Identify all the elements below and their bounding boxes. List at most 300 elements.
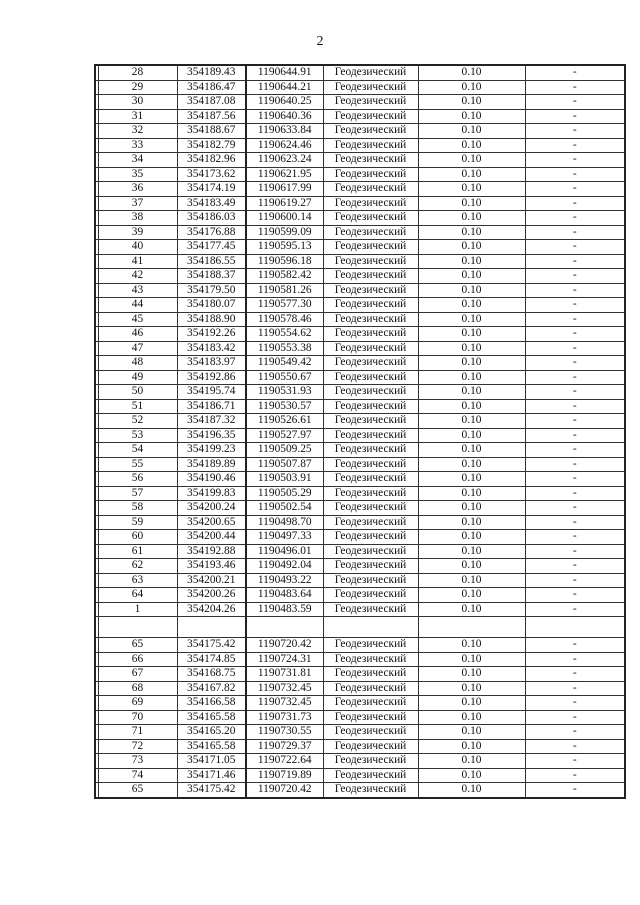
- y-coordinate-cell: 1190633.84: [246, 124, 323, 139]
- point-number-cell: 49: [98, 370, 177, 385]
- accuracy-cell: 0.10: [418, 783, 525, 798]
- method-cell: Геодезический: [323, 95, 418, 110]
- x-coordinate-cell: 354196.35: [177, 428, 246, 443]
- y-coordinate-cell: 1190599.09: [246, 225, 323, 240]
- point-number-cell: 37: [98, 196, 177, 211]
- note-cell: -: [525, 124, 625, 139]
- point-number-cell: 28: [98, 65, 177, 80]
- table-row: [95, 153, 625, 168]
- y-coordinate-cell: 1190724.31: [246, 652, 323, 667]
- method-cell: Геодезический: [323, 370, 418, 385]
- note-cell: -: [525, 211, 625, 226]
- method-cell: Геодезический: [323, 269, 418, 284]
- x-coordinate-cell: 354200.44: [177, 530, 246, 545]
- note-cell: -: [525, 167, 625, 182]
- x-coordinate-cell: 354183.49: [177, 196, 246, 211]
- table-row: [95, 638, 625, 653]
- y-coordinate-cell: 1190498.70: [246, 515, 323, 530]
- point-number-cell: 29: [98, 80, 177, 95]
- method-cell: [323, 617, 418, 638]
- note-cell: -: [525, 739, 625, 754]
- note-cell: -: [525, 696, 625, 711]
- table-row: [95, 783, 625, 798]
- point-number-cell: 41: [98, 254, 177, 269]
- point-number-cell: 65: [98, 783, 177, 798]
- x-coordinate-cell: 354200.21: [177, 573, 246, 588]
- accuracy-cell: 0.10: [418, 138, 525, 153]
- note-cell: -: [525, 65, 625, 80]
- accuracy-cell: 0.10: [418, 240, 525, 255]
- table-row: [95, 515, 625, 530]
- table-row: [95, 768, 625, 783]
- method-cell: Геодезический: [323, 298, 418, 313]
- table-row: [95, 80, 625, 95]
- note-cell: -: [525, 544, 625, 559]
- accuracy-cell: 0.10: [418, 530, 525, 545]
- point-number-cell: 39: [98, 225, 177, 240]
- point-number-cell: 64: [98, 588, 177, 603]
- point-number-cell: 59: [98, 515, 177, 530]
- accuracy-cell: 0.10: [418, 725, 525, 740]
- table-row: [95, 167, 625, 182]
- table-row: [95, 602, 625, 617]
- accuracy-cell: 0.10: [418, 211, 525, 226]
- x-coordinate-cell: 354189.43: [177, 65, 246, 80]
- table-row: [95, 356, 625, 371]
- note-cell: -: [525, 443, 625, 458]
- y-coordinate-cell: 1190577.30: [246, 298, 323, 313]
- x-coordinate-cell: 354190.46: [177, 472, 246, 487]
- note-cell: -: [525, 196, 625, 211]
- y-coordinate-cell: [246, 617, 323, 638]
- x-coordinate-cell: 354188.37: [177, 269, 246, 284]
- note-cell: -: [525, 182, 625, 197]
- x-coordinate-cell: 354179.50: [177, 283, 246, 298]
- point-number-cell: 62: [98, 559, 177, 574]
- y-coordinate-cell: 1190554.62: [246, 327, 323, 342]
- x-coordinate-cell: 354183.97: [177, 356, 246, 371]
- y-coordinate-cell: 1190619.27: [246, 196, 323, 211]
- note-cell: -: [525, 638, 625, 653]
- accuracy-cell: 0.10: [418, 739, 525, 754]
- method-cell: Геодезический: [323, 211, 418, 226]
- note-cell: -: [525, 559, 625, 574]
- y-coordinate-cell: 1190553.38: [246, 341, 323, 356]
- table-row: [95, 725, 625, 740]
- accuracy-cell: 0.10: [418, 681, 525, 696]
- table-row: [95, 559, 625, 574]
- point-number-cell: 57: [98, 486, 177, 501]
- note-cell: -: [525, 312, 625, 327]
- y-coordinate-cell: 1190492.04: [246, 559, 323, 574]
- x-coordinate-cell: 354187.08: [177, 95, 246, 110]
- accuracy-cell: 0.10: [418, 95, 525, 110]
- method-cell: Геодезический: [323, 109, 418, 124]
- point-number-cell: 55: [98, 457, 177, 472]
- table-row: [95, 385, 625, 400]
- method-cell: Геодезический: [323, 472, 418, 487]
- table-row: [95, 486, 625, 501]
- table-spacer-row: [95, 617, 625, 638]
- point-number-cell: 56: [98, 472, 177, 487]
- point-number-cell: 69: [98, 696, 177, 711]
- point-number-cell: 33: [98, 138, 177, 153]
- x-coordinate-cell: 354186.55: [177, 254, 246, 269]
- note-cell: -: [525, 667, 625, 682]
- note-cell: -: [525, 428, 625, 443]
- method-cell: Геодезический: [323, 356, 418, 371]
- note-cell: -: [525, 109, 625, 124]
- table-row: [95, 530, 625, 545]
- method-cell: Геодезический: [323, 652, 418, 667]
- note-cell: -: [525, 370, 625, 385]
- y-coordinate-cell: 1190722.64: [246, 754, 323, 769]
- x-coordinate-cell: 354200.26: [177, 588, 246, 603]
- table-row: [95, 414, 625, 429]
- note-cell: -: [525, 472, 625, 487]
- x-coordinate-cell: 354195.74: [177, 385, 246, 400]
- x-coordinate-cell: 354204.26: [177, 602, 246, 617]
- note-cell: -: [525, 356, 625, 371]
- note-cell: -: [525, 327, 625, 342]
- accuracy-cell: 0.10: [418, 457, 525, 472]
- accuracy-cell: 0.10: [418, 109, 525, 124]
- note-cell: [525, 617, 625, 638]
- note-cell: -: [525, 399, 625, 414]
- accuracy-cell: 0.10: [418, 254, 525, 269]
- y-coordinate-cell: 1190719.89: [246, 768, 323, 783]
- accuracy-cell: 0.10: [418, 652, 525, 667]
- method-cell: Геодезический: [323, 385, 418, 400]
- x-coordinate-cell: 354182.79: [177, 138, 246, 153]
- note-cell: -: [525, 725, 625, 740]
- y-coordinate-cell: 1190550.67: [246, 370, 323, 385]
- accuracy-cell: 0.10: [418, 696, 525, 711]
- y-coordinate-cell: 1190730.55: [246, 725, 323, 740]
- y-coordinate-cell: 1190621.95: [246, 167, 323, 182]
- note-cell: -: [525, 602, 625, 617]
- x-coordinate-cell: 354188.90: [177, 312, 246, 327]
- table-row: [95, 211, 625, 226]
- table-row: [95, 298, 625, 313]
- accuracy-cell: 0.10: [418, 559, 525, 574]
- accuracy-cell: 0.10: [418, 501, 525, 516]
- table-row: [95, 327, 625, 342]
- accuracy-cell: 0.10: [418, 667, 525, 682]
- point-number-cell: [98, 617, 177, 638]
- x-coordinate-cell: 354180.07: [177, 298, 246, 313]
- accuracy-cell: 0.10: [418, 225, 525, 240]
- point-number-cell: 44: [98, 298, 177, 313]
- note-cell: -: [525, 153, 625, 168]
- note-cell: -: [525, 225, 625, 240]
- method-cell: Геодезический: [323, 602, 418, 617]
- point-number-cell: 61: [98, 544, 177, 559]
- y-coordinate-cell: 1190600.14: [246, 211, 323, 226]
- y-coordinate-cell: 1190644.21: [246, 80, 323, 95]
- y-coordinate-cell: 1190732.45: [246, 681, 323, 696]
- point-number-cell: 63: [98, 573, 177, 588]
- note-cell: -: [525, 95, 625, 110]
- x-coordinate-cell: 354183.42: [177, 341, 246, 356]
- y-coordinate-cell: 1190640.36: [246, 109, 323, 124]
- y-coordinate-cell: 1190582.42: [246, 269, 323, 284]
- method-cell: Геодезический: [323, 457, 418, 472]
- method-cell: Геодезический: [323, 486, 418, 501]
- accuracy-cell: 0.10: [418, 283, 525, 298]
- table-row: [95, 341, 625, 356]
- y-coordinate-cell: 1190496.01: [246, 544, 323, 559]
- method-cell: Геодезический: [323, 254, 418, 269]
- accuracy-cell: 0.10: [418, 65, 525, 80]
- accuracy-cell: 0.10: [418, 486, 525, 501]
- accuracy-cell: 0.10: [418, 370, 525, 385]
- table-row: [95, 95, 625, 110]
- y-coordinate-cell: 1190502.54: [246, 501, 323, 516]
- method-cell: Геодезический: [323, 739, 418, 754]
- accuracy-cell: 0.10: [418, 298, 525, 313]
- table-row: [95, 428, 625, 443]
- y-coordinate-cell: 1190483.64: [246, 588, 323, 603]
- y-coordinate-cell: 1190731.73: [246, 710, 323, 725]
- x-coordinate-cell: 354165.20: [177, 725, 246, 740]
- x-coordinate-cell: 354168.75: [177, 667, 246, 682]
- x-coordinate-cell: 354199.23: [177, 443, 246, 458]
- x-coordinate-cell: 354187.56: [177, 109, 246, 124]
- x-coordinate-cell: 354176.88: [177, 225, 246, 240]
- accuracy-cell: 0.10: [418, 472, 525, 487]
- point-number-cell: 32: [98, 124, 177, 139]
- accuracy-cell: 0.10: [418, 638, 525, 653]
- table-row: [95, 588, 625, 603]
- table-row: [95, 667, 625, 682]
- y-coordinate-cell: 1190578.46: [246, 312, 323, 327]
- method-cell: Геодезический: [323, 667, 418, 682]
- y-coordinate-cell: 1190640.25: [246, 95, 323, 110]
- note-cell: -: [525, 457, 625, 472]
- point-number-cell: 30: [98, 95, 177, 110]
- x-coordinate-cell: 354173.62: [177, 167, 246, 182]
- accuracy-cell: 0.10: [418, 544, 525, 559]
- x-coordinate-cell: 354192.26: [177, 327, 246, 342]
- note-cell: -: [525, 486, 625, 501]
- table-row: [95, 196, 625, 211]
- table-row: [95, 652, 625, 667]
- y-coordinate-cell: 1190507.87: [246, 457, 323, 472]
- table-row: [95, 710, 625, 725]
- accuracy-cell: 0.10: [418, 356, 525, 371]
- point-number-cell: 53: [98, 428, 177, 443]
- accuracy-cell: 0.10: [418, 768, 525, 783]
- method-cell: Геодезический: [323, 428, 418, 443]
- point-number-cell: 48: [98, 356, 177, 371]
- point-number-cell: 45: [98, 312, 177, 327]
- point-number-cell: 35: [98, 167, 177, 182]
- method-cell: Геодезический: [323, 138, 418, 153]
- x-coordinate-cell: 354192.86: [177, 370, 246, 385]
- accuracy-cell: 0.10: [418, 710, 525, 725]
- y-coordinate-cell: 1190731.81: [246, 667, 323, 682]
- table-row: [95, 312, 625, 327]
- y-coordinate-cell: 1190509.25: [246, 443, 323, 458]
- table-row: [95, 472, 625, 487]
- note-cell: -: [525, 414, 625, 429]
- point-number-cell: 1: [98, 602, 177, 617]
- method-cell: Геодезический: [323, 124, 418, 139]
- x-coordinate-cell: 354165.58: [177, 710, 246, 725]
- accuracy-cell: 0.10: [418, 754, 525, 769]
- x-coordinate-cell: 354166.58: [177, 696, 246, 711]
- y-coordinate-cell: 1190623.24: [246, 153, 323, 168]
- note-cell: -: [525, 530, 625, 545]
- x-coordinate-cell: 354165.58: [177, 739, 246, 754]
- point-number-cell: 46: [98, 327, 177, 342]
- point-number-cell: 50: [98, 385, 177, 400]
- accuracy-cell: [418, 617, 525, 638]
- y-coordinate-cell: 1190497.33: [246, 530, 323, 545]
- table-row: [95, 544, 625, 559]
- accuracy-cell: 0.10: [418, 573, 525, 588]
- point-number-cell: 52: [98, 414, 177, 429]
- table-row: [95, 269, 625, 284]
- method-cell: Геодезический: [323, 196, 418, 211]
- table-row: [95, 443, 625, 458]
- point-number-cell: 36: [98, 182, 177, 197]
- note-cell: -: [525, 385, 625, 400]
- table-row: [95, 225, 625, 240]
- method-cell: Геодезический: [323, 153, 418, 168]
- accuracy-cell: 0.10: [418, 414, 525, 429]
- x-coordinate-cell: 354188.67: [177, 124, 246, 139]
- point-number-cell: 34: [98, 153, 177, 168]
- method-cell: Геодезический: [323, 341, 418, 356]
- table-row: [95, 124, 625, 139]
- method-cell: Геодезический: [323, 588, 418, 603]
- table-row: [95, 254, 625, 269]
- y-coordinate-cell: 1190720.42: [246, 638, 323, 653]
- table-row: [95, 283, 625, 298]
- table-row: [95, 370, 625, 385]
- accuracy-cell: 0.10: [418, 269, 525, 284]
- method-cell: Геодезический: [323, 225, 418, 240]
- x-coordinate-cell: 354174.85: [177, 652, 246, 667]
- coordinates-table: [94, 64, 626, 799]
- accuracy-cell: 0.10: [418, 327, 525, 342]
- y-coordinate-cell: 1190493.22: [246, 573, 323, 588]
- method-cell: Геодезический: [323, 559, 418, 574]
- x-coordinate-cell: 354193.46: [177, 559, 246, 574]
- method-cell: Геодезический: [323, 443, 418, 458]
- x-coordinate-cell: 354192.88: [177, 544, 246, 559]
- method-cell: Геодезический: [323, 725, 418, 740]
- point-number-cell: 54: [98, 443, 177, 458]
- point-number-cell: 72: [98, 739, 177, 754]
- table-row: [95, 399, 625, 414]
- y-coordinate-cell: 1190624.46: [246, 138, 323, 153]
- x-coordinate-cell: 354200.24: [177, 501, 246, 516]
- point-number-cell: 71: [98, 725, 177, 740]
- note-cell: -: [525, 298, 625, 313]
- table-row: [95, 457, 625, 472]
- point-number-cell: 38: [98, 211, 177, 226]
- accuracy-cell: 0.10: [418, 80, 525, 95]
- accuracy-cell: 0.10: [418, 182, 525, 197]
- method-cell: Геодезический: [323, 312, 418, 327]
- accuracy-cell: 0.10: [418, 385, 525, 400]
- table-row: [95, 240, 625, 255]
- table-row: [95, 754, 625, 769]
- point-number-cell: 31: [98, 109, 177, 124]
- accuracy-cell: 0.10: [418, 196, 525, 211]
- point-number-cell: 70: [98, 710, 177, 725]
- accuracy-cell: 0.10: [418, 167, 525, 182]
- table-row: [95, 138, 625, 153]
- accuracy-cell: 0.10: [418, 124, 525, 139]
- method-cell: Геодезический: [323, 573, 418, 588]
- point-number-cell: 47: [98, 341, 177, 356]
- y-coordinate-cell: 1190644.91: [246, 65, 323, 80]
- accuracy-cell: 0.10: [418, 515, 525, 530]
- point-number-cell: 51: [98, 399, 177, 414]
- note-cell: -: [525, 501, 625, 516]
- x-coordinate-cell: 354187.32: [177, 414, 246, 429]
- note-cell: -: [525, 269, 625, 284]
- accuracy-cell: 0.10: [418, 443, 525, 458]
- x-coordinate-cell: 354174.19: [177, 182, 246, 197]
- point-number-cell: 60: [98, 530, 177, 545]
- y-coordinate-cell: 1190720.42: [246, 783, 323, 798]
- method-cell: Геодезический: [323, 327, 418, 342]
- method-cell: Геодезический: [323, 501, 418, 516]
- method-cell: Геодезический: [323, 754, 418, 769]
- table-row: [95, 573, 625, 588]
- method-cell: Геодезический: [323, 768, 418, 783]
- x-coordinate-cell: 354182.96: [177, 153, 246, 168]
- x-coordinate-cell: 354175.42: [177, 783, 246, 798]
- method-cell: Геодезический: [323, 283, 418, 298]
- point-number-cell: 74: [98, 768, 177, 783]
- table-row: [95, 65, 625, 80]
- method-cell: Геодезический: [323, 240, 418, 255]
- table-row: [95, 501, 625, 516]
- table-row: [95, 739, 625, 754]
- table-row: [95, 182, 625, 197]
- note-cell: -: [525, 652, 625, 667]
- accuracy-cell: 0.10: [418, 153, 525, 168]
- note-cell: -: [525, 515, 625, 530]
- y-coordinate-cell: 1190729.37: [246, 739, 323, 754]
- y-coordinate-cell: 1190617.99: [246, 182, 323, 197]
- method-cell: Геодезический: [323, 167, 418, 182]
- note-cell: -: [525, 710, 625, 725]
- method-cell: Геодезический: [323, 414, 418, 429]
- y-coordinate-cell: 1190531.93: [246, 385, 323, 400]
- method-cell: Геодезический: [323, 515, 418, 530]
- method-cell: Геодезический: [323, 80, 418, 95]
- point-number-cell: 42: [98, 269, 177, 284]
- x-coordinate-cell: 354171.05: [177, 754, 246, 769]
- note-cell: -: [525, 341, 625, 356]
- y-coordinate-cell: 1190527.97: [246, 428, 323, 443]
- y-coordinate-cell: 1190549.42: [246, 356, 323, 371]
- x-coordinate-cell: 354186.03: [177, 211, 246, 226]
- note-cell: -: [525, 283, 625, 298]
- accuracy-cell: 0.10: [418, 602, 525, 617]
- point-number-cell: 73: [98, 754, 177, 769]
- point-number-cell: 68: [98, 681, 177, 696]
- note-cell: -: [525, 783, 625, 798]
- method-cell: Геодезический: [323, 65, 418, 80]
